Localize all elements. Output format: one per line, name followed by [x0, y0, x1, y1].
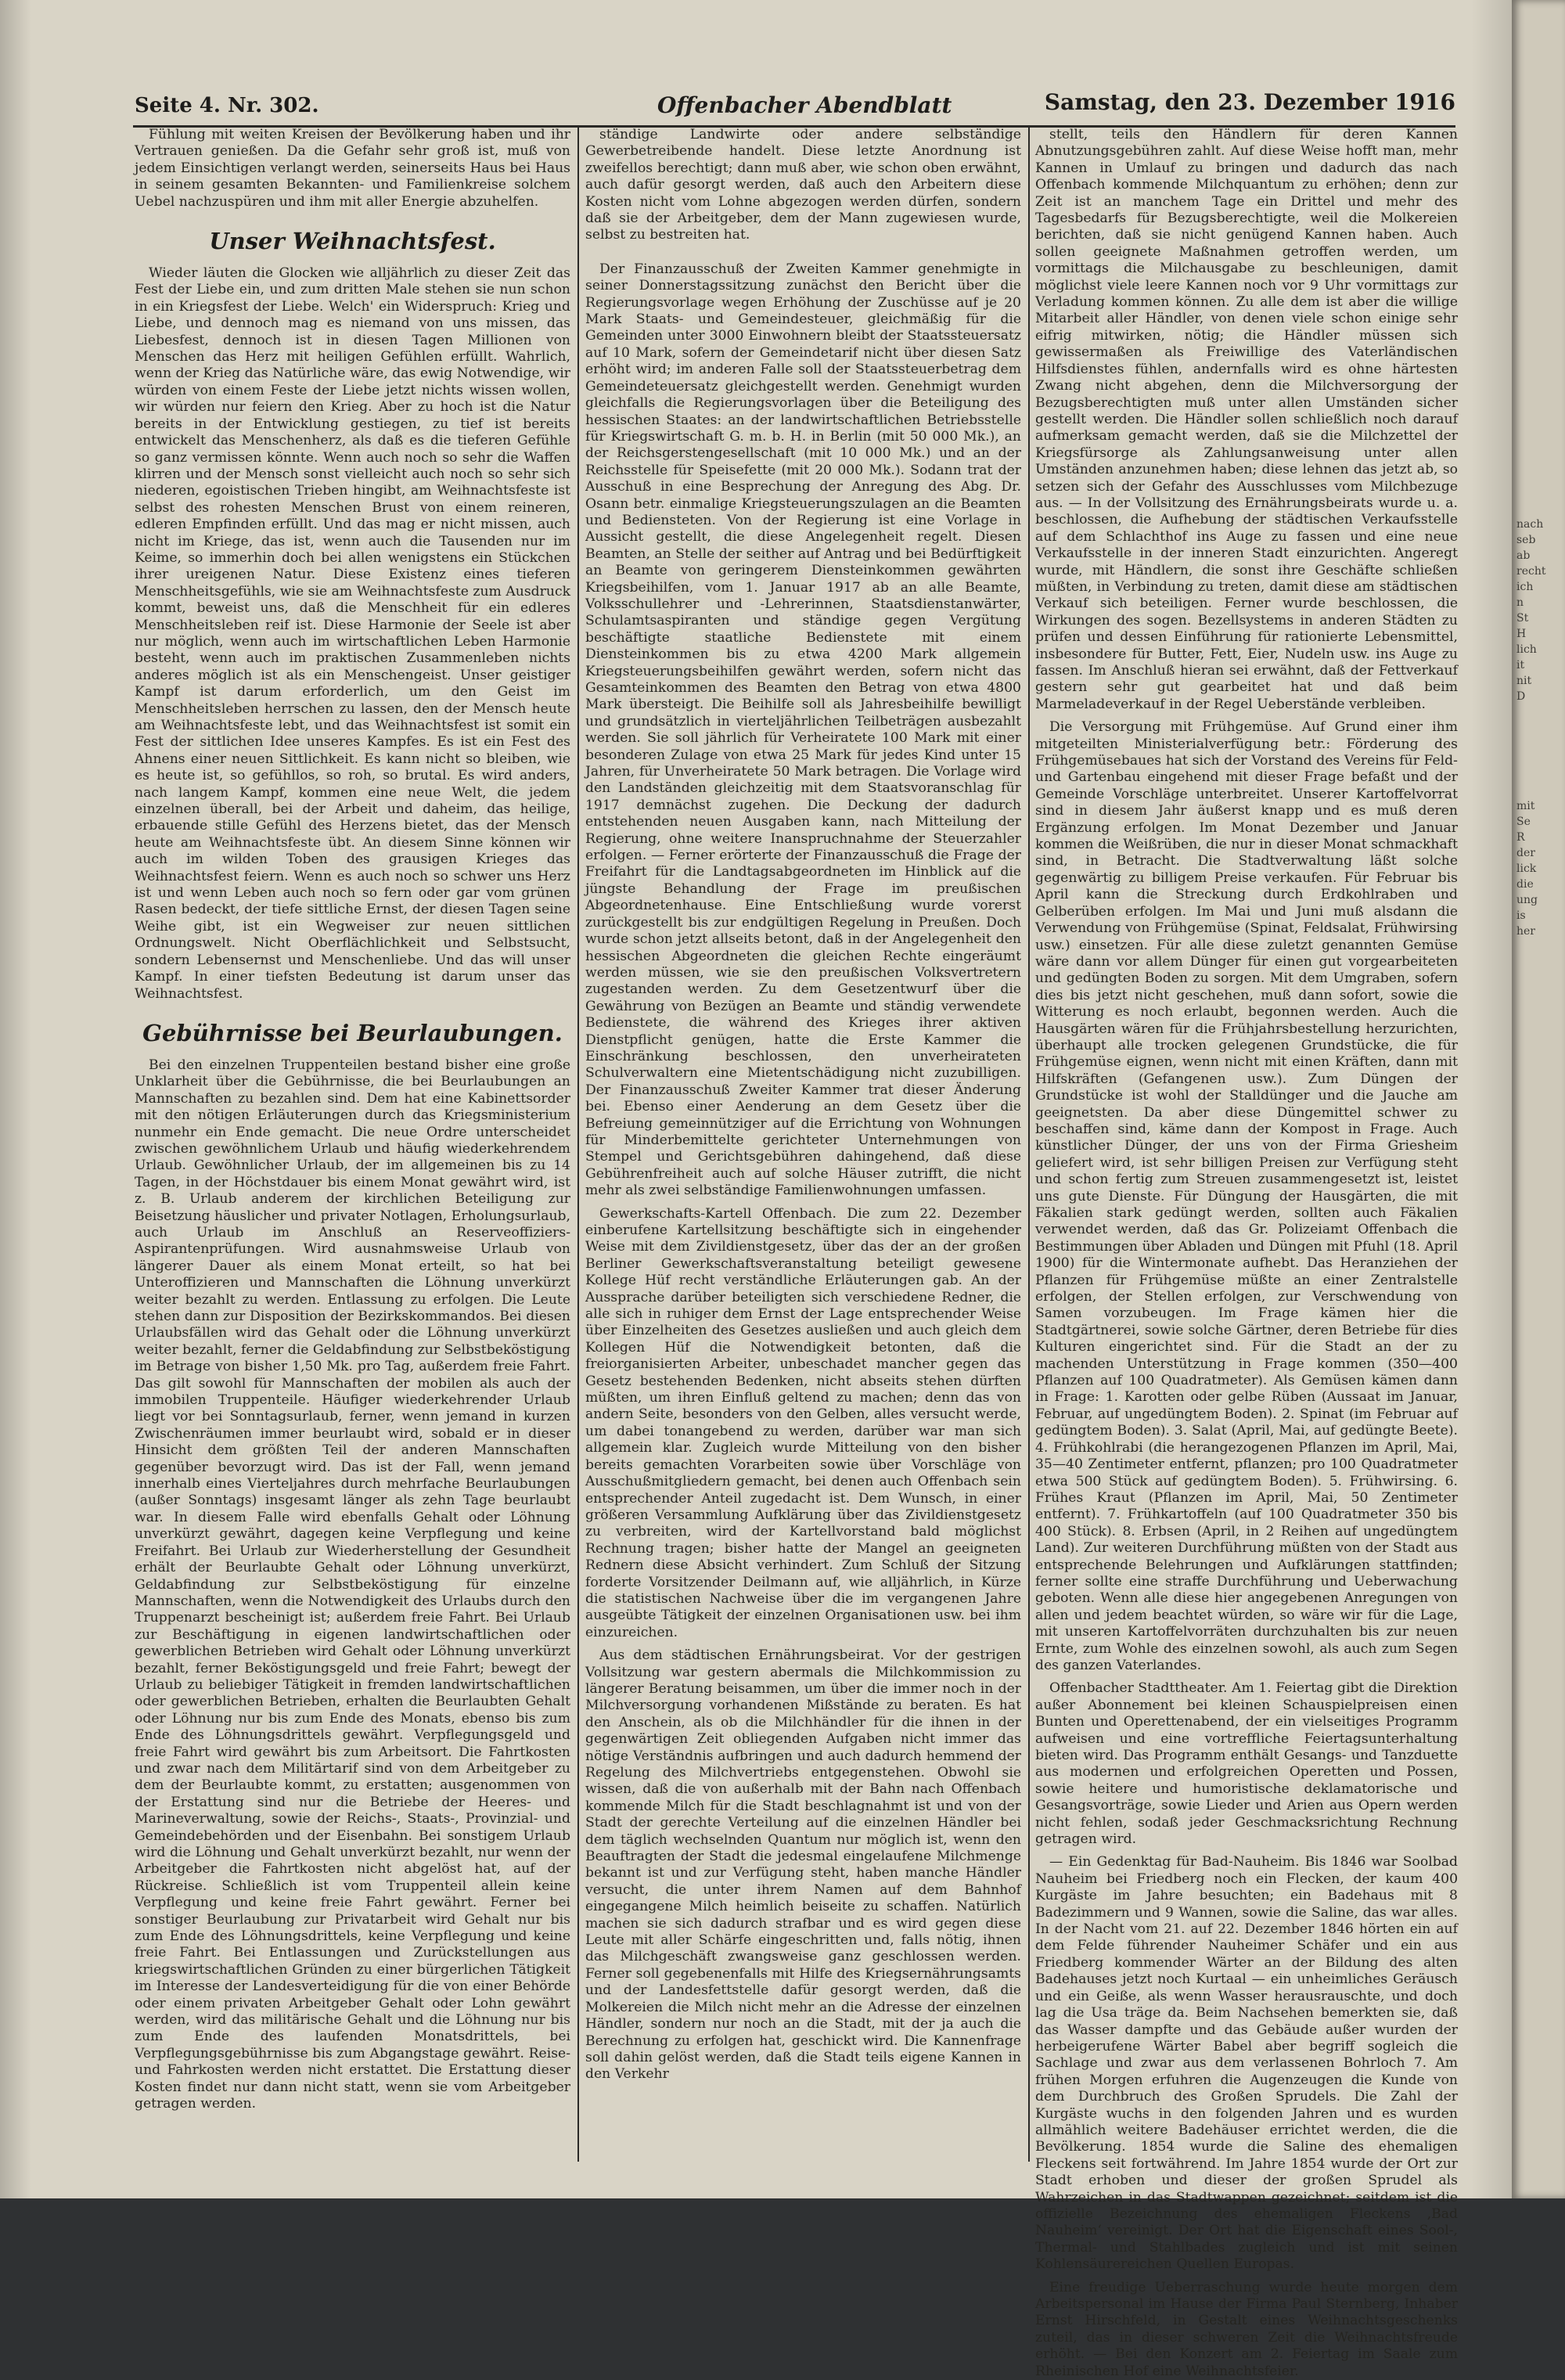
col2-intro: ständige Landwirte oder andere selbständige Gewerbetreibende handelt. Diese letzte Anordnung ist zweifellos berechtigt; dann muß aber, wie schon oben erwähnt, auch dafür gesorgt werden, daß auch den Arbeitern diese Kosten nicht vom Lohne abgezogen werden dürfen, sondern daß sie der Arbeitgeber, dem der Mann zugewiesen wurde, selbst zu bestreiten hat. [585, 127, 1021, 243]
column-3 [1035, 127, 1458, 2379]
article-gewerkschaftskartell: Gewerkschafts-Kartell Offenbach. Die zum 22. Dezember einberufene Kartellsitzung beschäftigte sich in eingehender Weise mit dem Zivildienstgesetz, über das der an der großen Berliner Gewerkschaftsveranstaltung beteiligt gewesene Kollege Hüf recht verständliche Erläuterungen gab. An der Aussprache darüber beteiligten sich verschiedene Redner, die alle sich in ruhiger dem Ernst der Lage entsprechender Weise über Einzelheiten des Gesetzes ausließen und auch gleich dem Kollegen Hüf die Notwendigkeit betonten, daß die freiorganisierten Arbeiter, unbeschadet mancher gegen das Gesetz bestehenden Bedenken, nicht abseits stehen dürften müßten, um ihren Einfluß geltend zu machen; denn das von andern Seite, besonders von den Gelben, alles versucht werde, um dabei tonangebend zu werden, darüber war man sich allgemein klar. Zugleich wurde Mitteilung von den bisher bereits gemachten Vorarbeiten sowie über Vorschläge von Ausschußmitgliedern gemacht, bei denen auch Offenbach sein entsprechender Anteil zugedacht ist. Dem Wunsch, in einer größeren Versammlung Aufklärung über das Zivildienstgesetz zu verbreiten, wird der Kartellvorstand bald möglichst Rechnung tragen; bisher hatte der Mangel an geeigneten Rednern diese Absicht verhindert. Zum Schluß der Sitzung forderte Vorsitzender Deilmann auf, wie alljährlich, in Kürze die statistischen Nachweise über die im vergangenen Jahre ausgeübte Tätigkeit der einzelnen Organisationen usw. bei ihm einzureichen. [585, 1205, 1021, 1640]
issue-date: Samstag, den 23. Dezember 1916 [1044, 89, 1455, 115]
article-stadttheater: Offenbacher Stadttheater. Am 1. Feiertag gibt die Direktion außer Abonnement bei kleinen Schauspielpreisen einen Bunten und Operettenabend, der ein vielseitiges Programm aufweisen und eine vortreffliche Feiertagsunterhaltung bieten wird. Das Programm enthält Gesangs- und Tanzduette aus modernen und erfolgreichen Operetten und Possen, sowie heitere und humoristische deklamatorische und Gesangsvorträge, sowie Lieder und Arien aus Opern werden nicht fehlen, sodaß jeder Geschmacksrichtung Rechnung getragen wird. [1035, 1680, 1458, 1848]
article-weihnachtsfest: Wieder läuten die Glocken wie alljährlich zu dieser Zeit das Fest der Liebe ein, und zum dritten Male stehen sie nun schon in ein Kriegsfest der Liebe. Welch' ein Widerspruch: Krieg und Liebe, und dennoch mag es niemand von uns missen, das Liebesfest, dennoch ist in diesen Tagen Millionen von Menschen das Herz mit heiligen Gefühlen erfüllt. Wahrlich, wenn der Krieg das Natürliche wäre, das ewig Notwendige, wir würden von einem Feste der Liebe jetzt nichts wissen wollen, wir würden nur feiern den Krieg. Aber zu hoch ist die Natur bereits in der Entwicklung gestiegen, zu tief ist bereits entwickelt das Menschenherz, als daß es die tieferen Gefühle so ganz vermissen könnte. Wenn auch noch so sehr die Waffen klirren und der Mensch sonst vielleicht auch noch so sehr sich niederen, egoistischen Trieben hingibt, am Weihnachtsfeste ist selbst des rohesten Menschen Brust von einem reineren, edleren Empfinden erfüllt. Und das mag er nicht missen, auch nicht im Kriege, das ist, wenn auch die Tausenden nur im Keime, so immerhin doch bei allen wenigstens ein Stückchen ihrer ureigenen Natur. Diese Existenz eines tieferen Menschheitsgefühls, wie sie am Weihnachtsfeste zum Ausdruck kommt, beweist uns, daß die Menschheit für ein edleres Menschheitsleben reif ist. Diese Harmonie der Seele ist aber nur möglich, wenn auch im wirtschaftlichen Leben Harmonie besteht, wenn auch im praktischen Zusammenleben nichts anderes möglich ist als ein Menschengeist. Unser geistiger Kampf ist darum erforderlich, um den Geist im Menschheitsleben herrschen zu lassen, den der Mensch heute am Weihnachtsfeste lebt, und das Weihnachtsfest ist somit ein Fest der sittlichen Idee unseres Kampfes. Es ist ein Fest des Ahnens einer neuen Sittlichkeit. Es kann nicht so bleiben, wie es heute ist, so gefühllos, so roh, so brutal. Es wird anders, nach langem Kampf, kommen eine neue Welt, die jedem einzelnen überall, bei der Arbeit und daheim, das heilige, erbauende stille Gefühl des Herzens bietet, das der Mensch heute am Weihnachtsfeste übt. An diesem Sinne können wir auch im wilden Toben des grausigen Krieges das Weihnachtsfest feiern. Wenn es auch noch so schwer uns Herz ist und wenn Leben auch noch so fern oder gar vom grünen Rasen bedeckt, der tiefe sittliche Ernst, der diesen Tagen seine Weihe gibt, ist ein Wegweiser zur neuen sittlichen Ordnungswelt. Nicht Oberflächlichkeit und Selbstsucht, sondern Lebensernst und Menschenliebe. Und das will unser Kampf. In einer tiefsten Bedeutung ist darum unser das Weihnachtsfest. [135, 265, 570, 1002]
newspaper-title: Offenbacher Abendblatt [657, 92, 952, 118]
col3-intro: stellt, teils den Händlern für deren Kannen Abnutzungsgebühren zahlt. Auf diese Weise hofft man, mehr Kannen in Umlauf zu bringen und dadurch das nach Offenbach kommende Milchquantum zu erhöhen; denn zur Zeit ist an manchem Tage ein Drittel und mehr des Tagesbedarfs für Bezugsberechtigte, weil die Molkereien berichten, daß sie nicht genügend Kannen haben. Auch sollen geeignete Maßnahmen getroffen werden, um vormittags die Milchausgabe zu beschleunigen, damit möglichst viele leere Kannen noch vor 9 Uhr vormittags zur Verladung kommen können. Zu alle dem ist aber die willige Mitarbeit aller Händler, von denen viele schon einige sehr eifrig mitwirken, nötig; die Händler müssen sich gewissermaßen als Freiwillige des Vaterländischen Hilfsdienstes fühlen, andernfalls wird es ohne härtesten Zwang nicht abgehen, denn die Milchversorgung der Bezugsberechtigten muß unter allen Umständen sicher gestellt werden. Die Händler sollen schließlich noch darauf aufmerksam gemacht werden, daß sie die Milchzettel der Kriegsfürsorge als Zahlungsanweisung unter allen Umständen anzunehmen haben; diese lehnen das jetzt ab, so setzen sich der Gefahr des Ausschlusses vom Milchbezuge aus. — In der Vollsitzung des Ernährungsbeirats wurde u. a. beschlossen, die Aufhebung der städtischen Verkaufsstelle auf dem Schlachthof ins Auge zu fassen und eine neue Verkaufsstelle in der inneren Stadt einzurichten. Angeregt wurde, mit Händlern, die sonst ihre Geschäfte schließen müßten, in Verbindung zu treten, damit diese am städtischen Verkauf sich beteiligen. Ferner wurde beschlossen, die Wirkungen des sogen. Bezellsystems in anderen Städten zu prüfen und dessen Einführung für rationierte Lebensmittel, insbesondere für Butter, Fett, Eier, Nudeln usw. ins Auge zu fassen. Im Anschluß hieran sei erwähnt, daß der Fettverkauf gestern sehr gut gearbeitet hat und daß beim Marmeladeverkauf in der Regel Ueberstände verbleiben. [1035, 127, 1458, 712]
column-divider-1 [577, 127, 579, 2162]
article-bad-nauheim: — Ein Gedenktag für Bad-Nauheim. Bis 1846 war Soolbad Nauheim bei Friedberg noch ein Flecken, der kaum 400 Kurgäste im Jahre besuchten; ein Badehaus mit 8 Badezimmern und 9 Wannen, sowie die Saline, das war alles. In der Nacht vom 21. auf 22. Dezember 1846 hörten ein auf dem Felde führender Nauheimer Schäfer und ein aus Friedberg kommender Wärter an der Bildung des alten Badehauses jetzt noch Kurtaal — ein unheimliches Geräusch und ein Geiße, als wenn Wasser herausrauschte, und doch lag die Usa träge da. Beim Nachsehen bemerkten sie, daß das Wasser dampfte und das Gebäude außer wurden der herbeigerufene Wärter Babel aber begriff sogleich die Sachlage und zwar aus dem verlassenen Bohrloch 7. Am frühen Morgen erfuhren die Augenzeugen die Kunde von dem Durchbruch des Großen Sprudels. Die Zahl der Kurgäste wuchs in den folgenden Jahren und es wurden allmählich weitere Badehäuser errichtet werden, die die Bevölkerung. 1854 wurde die Saline des ehemaligen Fleckens seit fortwährend. Im Jahre 1854 wurde der Ort zur Stadt erhoben und dieser der großen Sprudel als Wahrzeichen in das Stadtwappen gezeichnet; seitdem ist die offizielle Bezeichnung des ehemaligen Fleckens ‚Bad Nauheim‘ vereinigt. Der Ort hat die Eigenschaft eines Sool-, Thermal- und Stahlbades zugleich und ist mit seinen Kohlensäurereichen Quellen Europas. [1035, 1854, 1458, 2273]
article-fruehgemuese: Die Versorgung mit Frühgemüse. Auf Grund einer ihm mitgeteilten Ministerialverfügung betr.: Förderung des Frühgemüsebaues hat sich der Vorstand des Vereins für Feld- und Gartenbau eingehend mit dieser Frage befaßt und der Gemeinde Vorschläge unterbreitet. Unserer Kartoffelvorrat sind in diesem Jahr äußerst knapp und es muß deren Ergänzung erfolgen. Im Monat Dezember und Januar kommen die Weißrüben, die nur in dieser Monat schmackhaft sind, in Betracht. Die Stadtverwaltung läßt solche gegenwärtig zu billigem Preise verkaufen. Für Februar bis April kann die Streckung durch Erdkohlraben und Gelberüben erfolgen. Im Mai und Juni muß alsdann die Verwendung von Frühgemüse (Spinat, Feldsalat, Frühwirsing usw.) einsetzen. Für alle diese zuletzt genannten Gemüse wäre dann vor allem Dünger für einen gut vorgearbeiteten und gedüngten Boden zu sorgen. Mit dem Umgraben, sofern dies bis jetzt nicht geschehen, muß dann sofort, sowie die Witterung es noch erlaubt, begonnen werden. Auch die Hausgärten wären für die Frühjahrsbestellung herzurichten, überhaupt alle trocken gelegenen Grundstücke, die für Frühgemüse eignen, wenn nicht mit einen Kräften, dann mit Hilfskräften (Gefangenen usw.). Zum Düngen der Grundstücke ist wohl der Stalldünger und die Jauche am geeignetsten. Da aber diese Düngemittel schwer zu beschaffen sind, käme dann der Kompost in Frage. Auch künstlicher Dünger, der uns von der Firma Griesheim geliefert wird, ist sehr billigen Preisen zur Verfügung steht und schon fertig zum Streuen zusammengesetzt ist, leistet uns gute Dienste. Für Düngung der Hausgärten, die mit Fäkalien stark gedüngt werden, sollten auch Fäkalien verwendet werden, daß das Gr. Polizeiamt Offenbach die Bestimmungen über Abladen und Düngen mit Pfuhl (18. April 1900) für die Wintermonate aufhebt. Das Heranziehen der Pflanzen für Frühgemüse müßte an einer Zentralstelle erfolgen, der Stellen erfolgen, zur Verschwendung von Samen vorzubeugen. Im Frage kämen hier die Stadtgärtnerei, sowie solche Gärtner, deren Betriebe für dies Kulturen eingerichtet sind. Für die Stadt an der zu machenden Unterstützung in Frage kommen (350—400 Pflanzen auf 100 Quadratmeter). Als Gemüsen kämen dann in Frage: 1. Karotten oder gelbe Rüben (Aussaat im Januar, Februar, auf ungedüngtem Boden). 2. Spinat (im Februar auf gedüngtem Boden). 3. Salat (April, Mai, auf gedüngte Beete). 4. Frühkohlrabi (die herangezogenen Pflanzen im April, Mai, 35—40 Zentimeter entfernt, pflanzen; pro 100 Quadratmeter etwa 500 Stück auf gedüngtem Boden). 5. Frühwirsing. 6. Frühes Kraut (Pflanzen im April, Mai, 50 Zentimeter entfernt). 7. Frühkartoffeln (auf 100 Quadratmeter 350 bis 400 Stück). 8. Erbsen (April, in 2 Reihen auf ungedüngtem Land). Zur weiteren Durchführung müßten von der Stadt aus entsprechende Belehrungen und Aufklärungen stattfinden; ferner sollte eine straffe Durchführung und Ueberwachung geboten. Wenn alle diese hier angegebenen Anregungen von allen und jedem beachtet würden, so wäre wir für die Lage, mit unseren Kartoffelvorräten durchzuhalten bis zur neuen Ernte, zum Wohle des einzelnen sowohl, als auch zum Segen des ganzen Vaterlandes. [1035, 719, 1458, 1673]
article-weihnachtsueberraschung: Eine freudige Ueberraschung wurde heute morgen dem Arbeitspersonal im Hause der Firma Paul Sternberg, Inhaber Ernst Hirschfeld, in Gestalt eines Weihnachtsgeschenks zuteil, das in dieser schweren Zeit die Weihnachtsfreude erhöht. — Bei den Konzert am 2. Feiertag im Saale zum Rheinischen Hof eine Weihnachtsfeier. [1035, 2279, 1458, 2379]
column-divider-2 [1028, 127, 1030, 2162]
adjacent-page-edge [1512, 0, 1565, 2198]
article-ernaehrungsbeirat: Aus dem städtischen Ernährungsbeirat. Vor der gestrigen Vollsitzung war gestern abermals die Milchkommission zu längerer Beratung beisammen, um über die immer noch in der Milchversorgung vorhandenen Mißstände zu beraten. Es hat den Anschein, als ob die Milchhändler für die ihnen in der gegenwärtigen Zeit obliegenden Aufgaben nicht immer das nötige Verständnis aufbringen und auch dadurch hemmend der Regelung des Milchvertriebs entgegenstehen. Obwohl sie wissen, daß die von außerhalb mit der Bahn nach Offenbach kommende Milch für die Stadt beschlagnahmt ist und von der Stadt der gerechte Verteilung auf die einzelnen Händler bei dem täglich wechselnden Quantum nur möglich ist, wenn den Beauftragten der Stadt die jedesmal eingelaufene Milchmenge bekannt ist und zur Verfügung steht, haben manche Händler versucht, die unter ihrem Namen auf dem Bahnhof eingegangene Milch heimlich beiseite zu schaffen. Natürlich machen sie sich dadurch strafbar und es wird gegen diese Leute mit aller Schärfe eingeschritten und, falls nötig, ihnen das Milchgeschäft zwangsweise ganz geschlossen werden. Ferner soll gegebenenfalls mit Hilfe des Kriegsernährungsamts und der Landesfettstelle dafür gesorgt werden, daß die Molkereien die Milch nicht mehr an die Adresse der einzelnen Händler, sondern nur noch an die Stadt, mit der ja auch die Berechnung zu erfolgen hat, geschickt wird. Die Kannenfrage soll dahin gelöst werden, daß die Stadt teils eigene Kannen in den Verkehr [585, 1647, 1021, 2083]
headline-weihnachtsfest: Unser Weihnachtsfest. [209, 228, 496, 255]
column-2 [585, 127, 1021, 2162]
adjacent-page-text-top: nach seb ab recht ich n St H lich it nit D [1516, 518, 1546, 703]
article-gebuehrnisse: Bei den einzelnen Truppenteilen bestand bisher eine große Unklarheit über die Gebührnisse, die bei Beurlaubungen an Mannschaften zu bezahlen sind. Dem hat eine Kabinettsorder mit den nötigen Erläuterungen durch das Kriegsministerium nunmehr ein Ende gemacht. Die neue Ordre unterscheidet zwischen gewöhnlichem Urlaub und häufig wiederkehrendem Urlaub. Gewöhnlicher Urlaub, der im allgemeinen bis zu 14 Tagen, in der Höchstdauer bis einem Monat gewährt wird, ist z. B. Urlaub anderem der kirchlichen Beteiligung zur Beisetzung häuslicher und privater Notlagen, Erholungsurlaub, auch Urlaub im Anschluß an Reserveoffiziers-Aspirantenprüfungen. Wird ausnahmsweise Urlaub von längerer Dauer als einem Monat erteilt, so hat bei Unteroffizieren und Mannschaften die Löhnung unverkürzt weiter bezahlt zu werden. Entlassung zu erfolgen. Die Leute stehen dann zur Disposition der Bezirkskommandos. Bei diesen Urlaubsfällen wird das Gehalt oder die Löhnung unverkürzt weiter bezahlt, ferner die Geldabfindung zur Selbstbeköstigung im Betrage von bisher 1,50 Mk. pro Tag, außerdem freie Fahrt. Das gilt sowohl für Mannschaften der mobilen als auch der immobilen Truppenteile. Häufiger wiederkehrender Urlaub liegt vor bei Sonntagsurlaub, ferner, wenn jemand in kurzen Zwischenräumen immer beurlaubt wird, sobald er in dieser Hinsicht dem größten Teil der anderen Mannschaften gegenüber bevorzugt wird. Das ist der Fall, wenn jemand innerhalb eines Vierteljahres durch mehrfache Beurlaubungen (außer Sonntags) insgesamt länger als zehn Tage beurlaubt war. In diesem Falle wird ebenfalls Gehalt oder Löhnung unverkürzt gewährt, dagegen keine Verpflegung und keine Freifahrt. Bei Urlaub zur Wiederherstellung der Gesundheit erhält der Beurlaubte Gehalt oder Löhnung unverkürzt, Geldabfindung zur Selbstbeköstigung für einzelne Mannschaften, wenn die Notwendigkeit des Urlaubs durch den Truppenarzt bescheinigt ist; außerdem freie Fahrt. Bei Urlaub zur Beschäftigung in eigenen landwirtschaftlichen oder gewerblichen Betrieben wird Gehalt oder Löhnung unverkürzt bezahlt, ferner Beköstigungsgeld und freie Fahrt; bewegt der Urlaub zu beliebiger Tätigkeit in fremden landwirtschaftlichen oder gewerblichen Betrieben, erhalten die Beurlaubten Gehalt oder Löhnung nur bis zum Ende des Monats, ebenso bis zum Ende des Löhnungsdrittels gewährt. Verpflegungsgeld und freie Fahrt wird gewährt bis zum Arbeitsort. Die Fahrtkosten und zwar nach dem Militärtarif sind von dem Arbeitgeber zu dem der Beurlaubte kommt, zu erstatten; ausgenommen von der Erstattung sind nur die Betriebe der Heeres- und Marineverwaltung, sowie der Reichs-, Staats-, Provinzial- und Gemeindebehörden und der Eisenbahn. Bei sonstigem Urlaub wird die Löhnung und Gehalt unverkürzt bezahlt, nur wenn der Arbeitgeber die Fahrtkosten nicht abgelöst hat, auf der Rückreise. Schließlich ist vom Truppenteil allein keine Verpflegung und keine freie Fahrt gewährt. Ferner bei sonstiger Beurlaubung zur Privatarbeit wird Gehalt nur bis zum Ende des Löhnungsdrittels, keine Verpflegung und keine freie Fahrt. Bei Entlassungen und Zurückstellungen aus kriegswirtschaftlichen Gründen zu einer bürgerlichen Tätigkeit im Interesse der Landesverteidigung für die von einer Behörde oder einem privaten Arbeitgeber Gehalt oder Lohn gewährt werden, wird das militärische Gehalt und die Löhnung nur bis zum Ende des laufenden Monatsdrittels, bei Verpflegungsgebührnisse bis zum Abgangstage gewährt. Reise- und Fahrkosten werden nicht erstattet. Die Erstattung dieser Kosten findet nur dann nicht statt, wenn sie vom Arbeitgeber getragen werden. [135, 1057, 570, 2112]
col1-intro: Fühlung mit weiten Kreisen der Bevölkerung haben und ihr Vertrauen genießen. Da die Gefahr sehr groß ist, muß von jedem Einsichtigen verlangt werden, seinerseits Haus bei Haus in seinem gesamten Bekannten- und Familienkreise solchem Uebel nachzuspüren und ihm mit aller Energie abzuhelfen. [135, 127, 570, 210]
page-header [133, 78, 1455, 125]
article-finanzausschuss: Der Finanzausschuß der Zweiten Kammer genehmigte in seiner Donnerstagssitzung zunächst den Bericht über die Regierungsvorlage wegen Erhöhung der Zuschüsse auf je 20 Mark Staats- und Gemeindesteuer, gleichmäßig für die Gemeinden unter 3000 Einwohnern bleibt der Staatssteuersatz auf 10 Mark, sofern der Gemeindetarif nicht über diesen Satz erhöht wird; im anderen Falle soll der Staatssteuerbetrag dem Gemeindeteuersatz gleichgestellt werden. Genehmigt wurden gleichfalls die Regierungsvorlagen über die Beteiligung des hessischen Staates: an der landwirtschaftlichen Betriebsstelle für Kriegswirtschaft G. m. b. H. in Berlin (mit 50 000 Mk.), an der Reichsgerstengesellschaft (mit 10 000 Mk.) und an der Reichsstelle für Speisefette (mit 20 000 Mk.). Sodann trat der Ausschuß in eine Besprechung der Anregung des Abg. Dr. Osann betr. einmalige Kriegsteuerungszulagen an die Beamten und Bediensteten. Von der Regierung ist eine Vorlage in Aussicht gestellt, die diese Angelegenheit regelt. Diesen Beamten, an Stelle der seither auf Antrag und bei Bedürftigkeit an Beamte von geringerem Diensteinkommen gewährten Kriegsbeihilfen, vom 1. Januar 1917 ab an alle Beamte, Volksschullehrer und -Lehrerinnen, Staatsdienstanwärter, Schulamtsaspiranten und ständige gegen Vergütung beschäftigte staatliche Bedienstete mit einem Diensteinkommen bis zu etwa 4200 Mark allgemein Kriegsteuerungsbeihilfen gewährt werden, sofern nicht das Gesamteinkommen des Beamten den Betrag von etwa 4800 Mark übersteigt. Die Beihilfe soll als Jahresbeihilfe bewilligt und grundsätzlich in vierteljährlichen Teilbeträgen ausbezahlt werden. Sie soll jährlich für Verheiratete 100 Mark mit einer besonderen Zulage von etwa 25 Mark für jedes Kind unter 15 Jahren, für Unverheiratete 50 Mark betragen. Die Vorlage wird den Landständen gleichzeitig mit dem Staatsvoranschlag für 1917 demnächst zugehen. Die Deckung der dadurch entstehenden neuen Ausgaben kann, nach Mitteilung der Regierung, ohne weitere Inanspruchnahme der Steuerzahler erfolgen. — Ferner erörterte der Finanzausschuß die Frage der Freifahrt für die Landtagsabgeordneten im Hinblick auf die jüngste Behandlung der Frage im preußischen Abgeordnetenhause. Eine Entschließung wurde vorerst zurückgestellt bis zur endgültigen Regelung in Preußen. Doch wurde schon jetzt allseits betont, daß in der Angelegenheit den hessischen Abgeordneten die gleichen Rechte eingeräumt werden müssen, wie sie den preußischen Volksvertretern zugestanden werden. Zu dem Gesetzentwurf über die Gewährung von Bezügen an Beamte und ständig verwendete Bedienstete, die während des Krieges ihrer aktiven Dienstpflicht genügen, hatte die Erste Kammer die Einschränkung beschlossen, den unverheirateten Schulverwaltern eine Mietentschädigung nicht zuzubilligen. Der Finanzausschuß Zweiter Kammer trat dieser Änderung bei. Ebenso einer Aenderung an dem Gesetz über die Befreiung gemeinnütziger auf die Errichtung von Wohnungen für Minderbemittelte gerichteter Unternehmungen von Stempel und Gerichtsgebühren dahingehend, daß diese Gebührenfreiheit auch auf solche Häuser zutrifft, die nicht mehr als zwei selbständige Familienwohnungen umfassen. [585, 261, 1021, 1199]
page-number: Seite 4. Nr. 302. [135, 94, 319, 117]
column-1 [135, 127, 570, 2162]
headline-gebuehrnisse: Gebührnisse bei Beurlaubungen. [142, 1019, 563, 1046]
adjacent-page-text-bottom: mit Se R der lick die ung is her [1516, 800, 1538, 938]
